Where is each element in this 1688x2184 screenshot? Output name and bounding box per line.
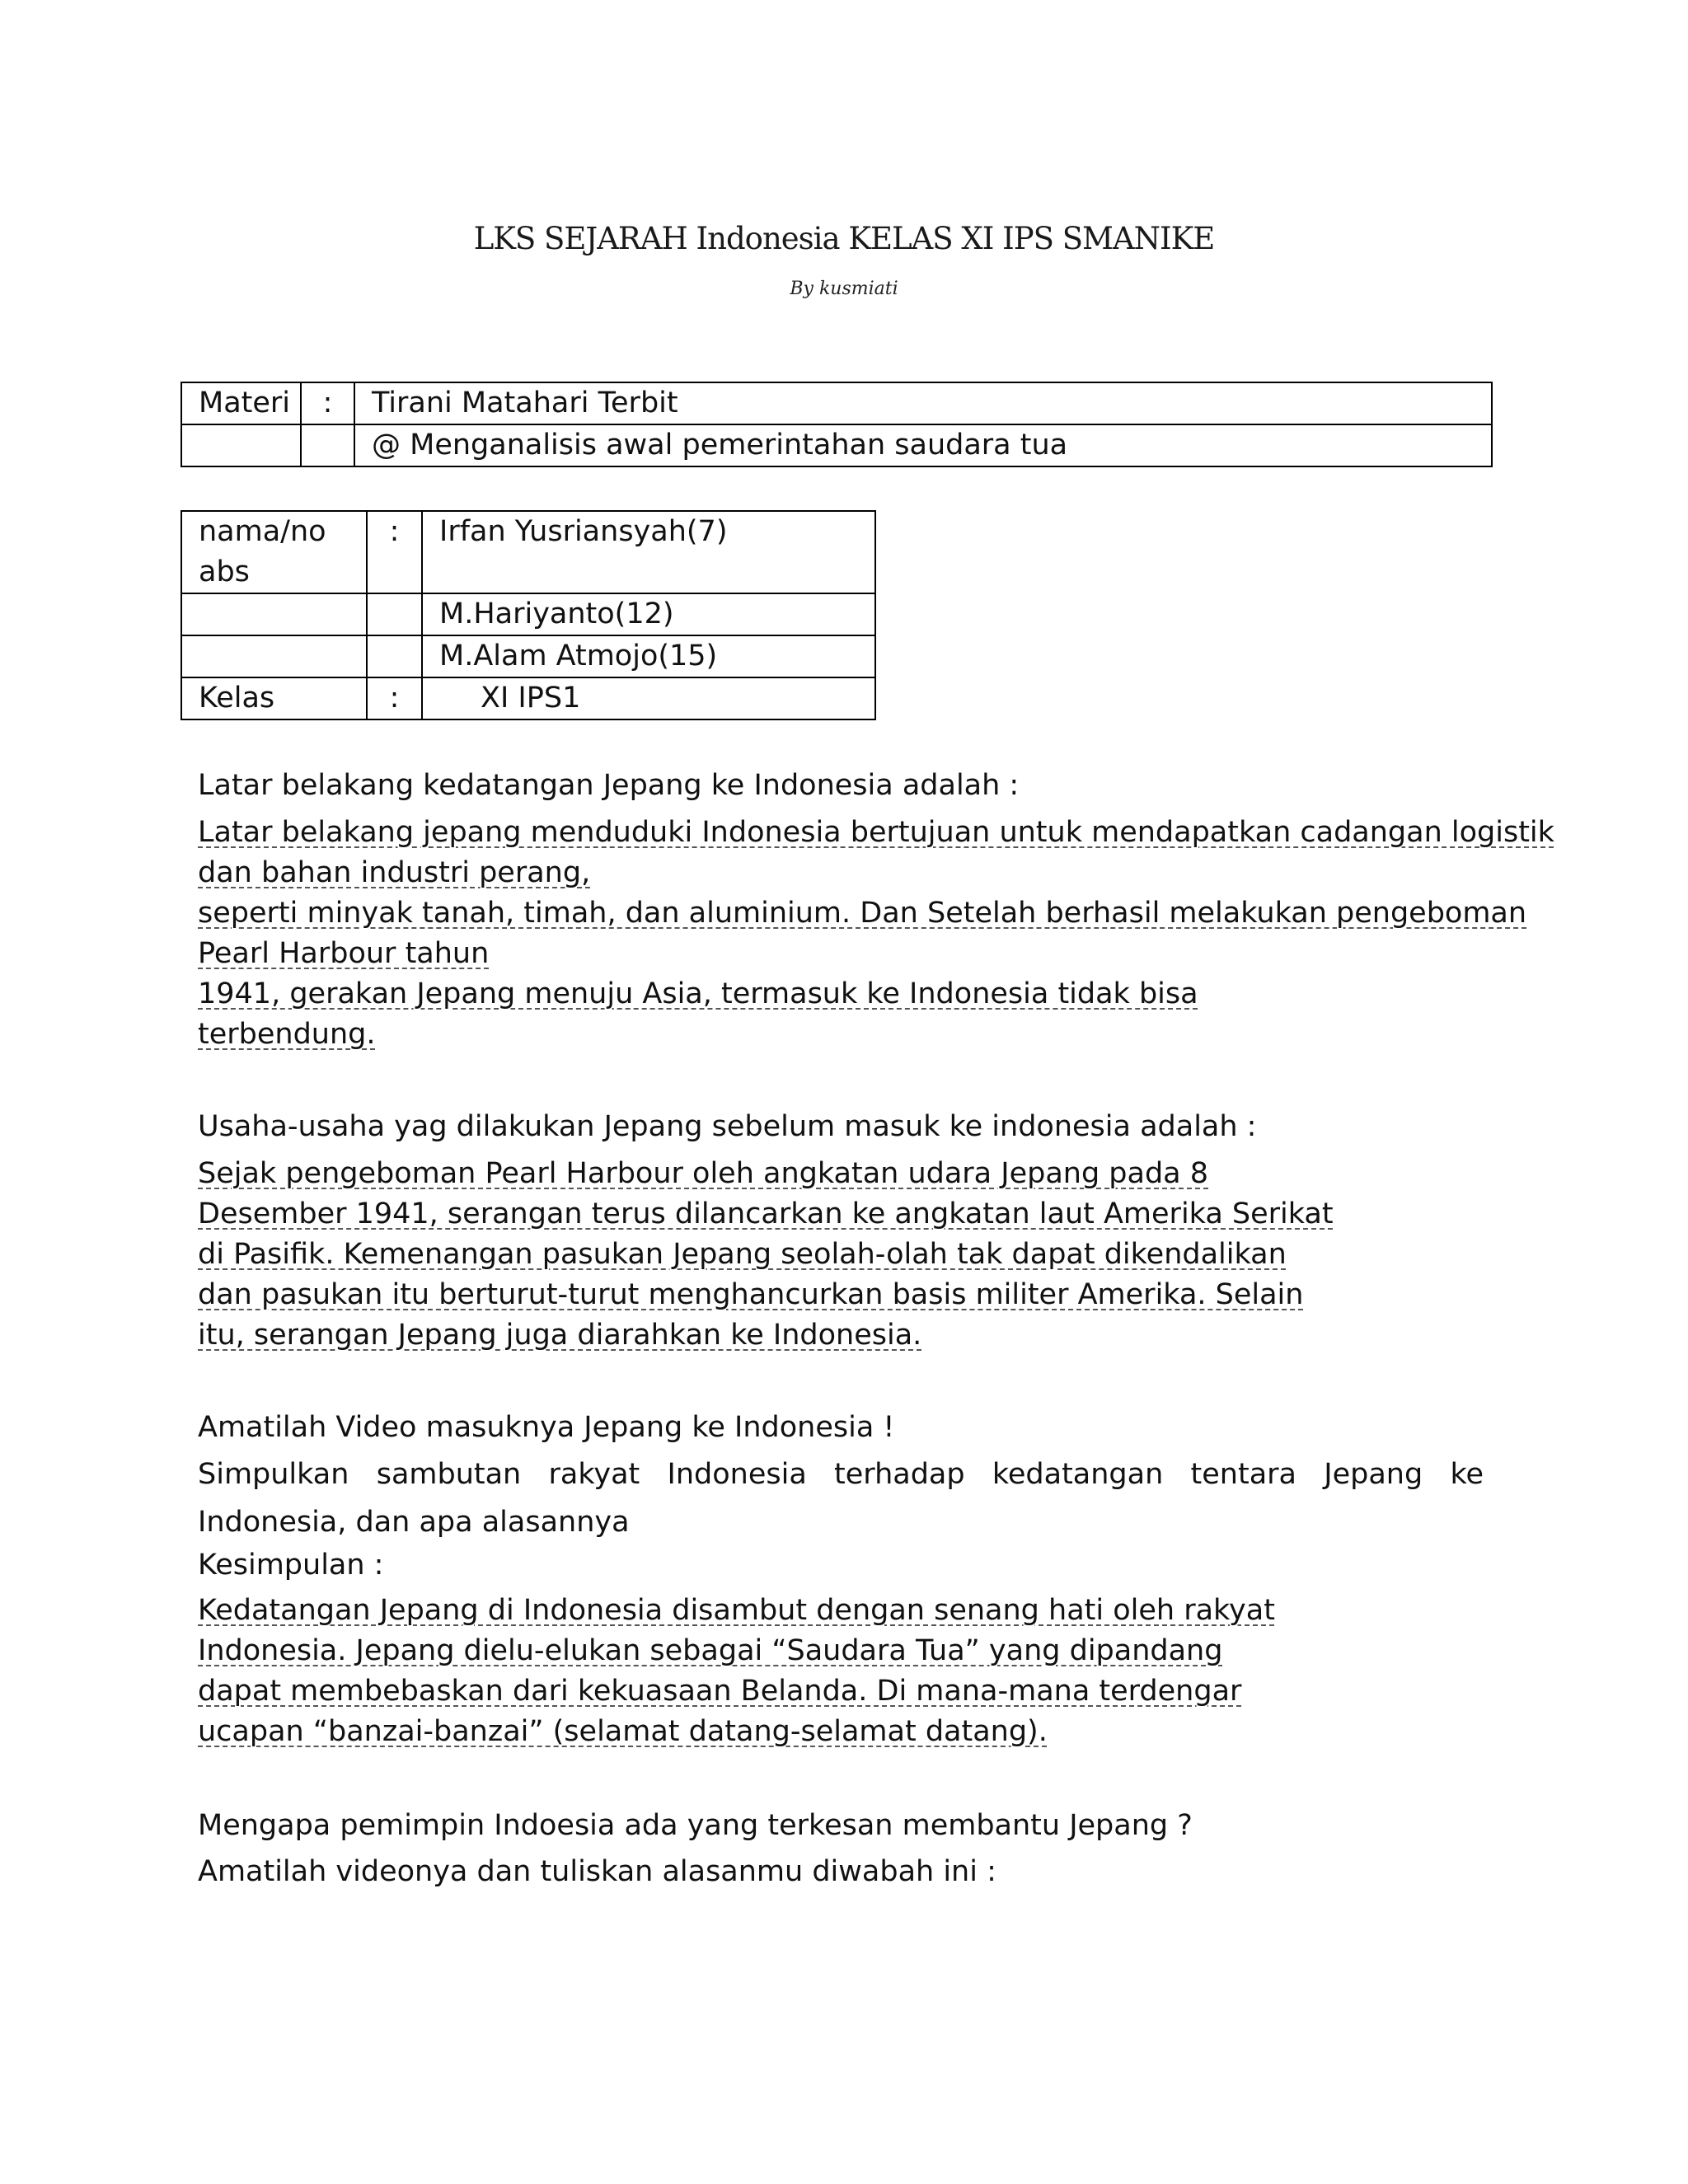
materi-topic: Tirani Matahari Terbit xyxy=(354,382,1492,424)
table-row xyxy=(181,511,875,593)
answer-efforts xyxy=(198,1154,1334,1356)
names-table xyxy=(181,510,876,720)
empty-cell xyxy=(181,424,301,466)
answer-line: Sejak pengeboman Pearl Harbour oleh angkatan udara Jepang pada 8 xyxy=(198,1157,1209,1190)
materi-table xyxy=(181,382,1493,467)
answer-conclusion xyxy=(198,1591,1275,1752)
table-row xyxy=(181,424,1492,466)
student-name: M.Hariyanto(12) xyxy=(422,593,875,635)
answer-line: dapat membebaskan dari kekuasaan Belanda. Di mana-mana terdengar xyxy=(198,1675,1242,1708)
table-row xyxy=(181,635,875,677)
answer-line: di Pasifik. Kemenangan pasukan Jepang seolah-olah tak dapat dikendalikan xyxy=(198,1238,1287,1271)
table-row xyxy=(181,593,875,635)
class-colon: : xyxy=(367,677,422,719)
conclusion-label: Kesimpulan : xyxy=(198,1549,384,1582)
table-row xyxy=(181,382,1492,424)
empty-cell xyxy=(181,635,367,677)
question-efforts: Usaha-usaha yag dilakukan Jepang sebelum masuk ke indonesia adalah : xyxy=(198,1110,1257,1143)
table-row xyxy=(181,677,875,719)
video-instruction: Amatilah Video masuknya Jepang ke Indonesia ! xyxy=(198,1411,895,1444)
empty-cell xyxy=(301,424,354,466)
answer-line: terbendung. xyxy=(198,1018,376,1051)
empty-cell xyxy=(367,635,422,677)
answer-background xyxy=(198,813,1554,1055)
answer-line: dan pasukan itu berturut-turut menghancurkan basis militer Amerika. Selain xyxy=(198,1278,1304,1311)
answer-line: Desember 1941, serangan terus dilancarkan ke angkatan laut Amerika Serikat xyxy=(198,1197,1334,1230)
answer-line: dan bahan industri perang, xyxy=(198,856,591,889)
answer-line: itu, serangan Jepang juga diarahkan ke Indonesia. xyxy=(198,1319,922,1352)
empty-cell xyxy=(367,593,422,635)
answer-line: ucapan “banzai-banzai” (selamat datang-selamat datang). xyxy=(198,1715,1048,1748)
materi-label: Materi xyxy=(181,382,301,424)
document-author: By kusmiati xyxy=(790,279,898,299)
names-label: nama/no abs xyxy=(181,511,367,593)
video-instruction-2: Amatilah videonya dan tuliskan alasanmu diwabah ini : xyxy=(198,1855,996,1888)
question-background: Latar belakang kedatangan Jepang ke Indonesia adalah : xyxy=(198,769,1020,802)
class-label: Kelas xyxy=(181,677,367,719)
empty-cell xyxy=(181,593,367,635)
materi-colon: : xyxy=(301,382,354,424)
question-reception: Simpulkan sambutan rakyat Indonesia terhadap kedatangan tentara Jepang ke Indonesia, dan apa alasannya xyxy=(198,1458,1484,1539)
answer-line: Latar belakang jepang menduduki Indonesia bertujuan untuk mendapatkan cadangan logistik xyxy=(198,816,1554,849)
materi-subtopic: @ Menganalisis awal pemerintahan saudara tua xyxy=(354,424,1492,466)
answer-line: seperti minyak tanah, timah, dan aluminium. Dan Setelah berhasil melakukan pengeboman xyxy=(198,897,1527,930)
answer-line: Pearl Harbour tahun xyxy=(198,937,490,970)
class-value: XI IPS1 xyxy=(422,677,875,719)
names-colon: : xyxy=(367,511,422,593)
answer-line: Kedatangan Jepang di Indonesia disambut dengan senang hati oleh rakyat xyxy=(198,1594,1275,1627)
student-name: M.Alam Atmojo(15) xyxy=(422,635,875,677)
answer-line: Indonesia. Jepang dielu-elukan sebagai “Saudara Tua” yang dipandang xyxy=(198,1634,1223,1667)
answer-line: 1941, gerakan Jepang menuju Asia, termasuk ke Indonesia tidak bisa xyxy=(198,977,1198,1010)
document-title: LKS SEJARAH Indonesia KELAS XI IPS SMANIKE xyxy=(473,221,1215,256)
student-name: Irfan Yusriansyah(7) xyxy=(422,511,875,593)
question-leaders: Mengapa pemimpin Indoesia ada yang terkesan membantu Jepang ? xyxy=(198,1809,1193,1842)
